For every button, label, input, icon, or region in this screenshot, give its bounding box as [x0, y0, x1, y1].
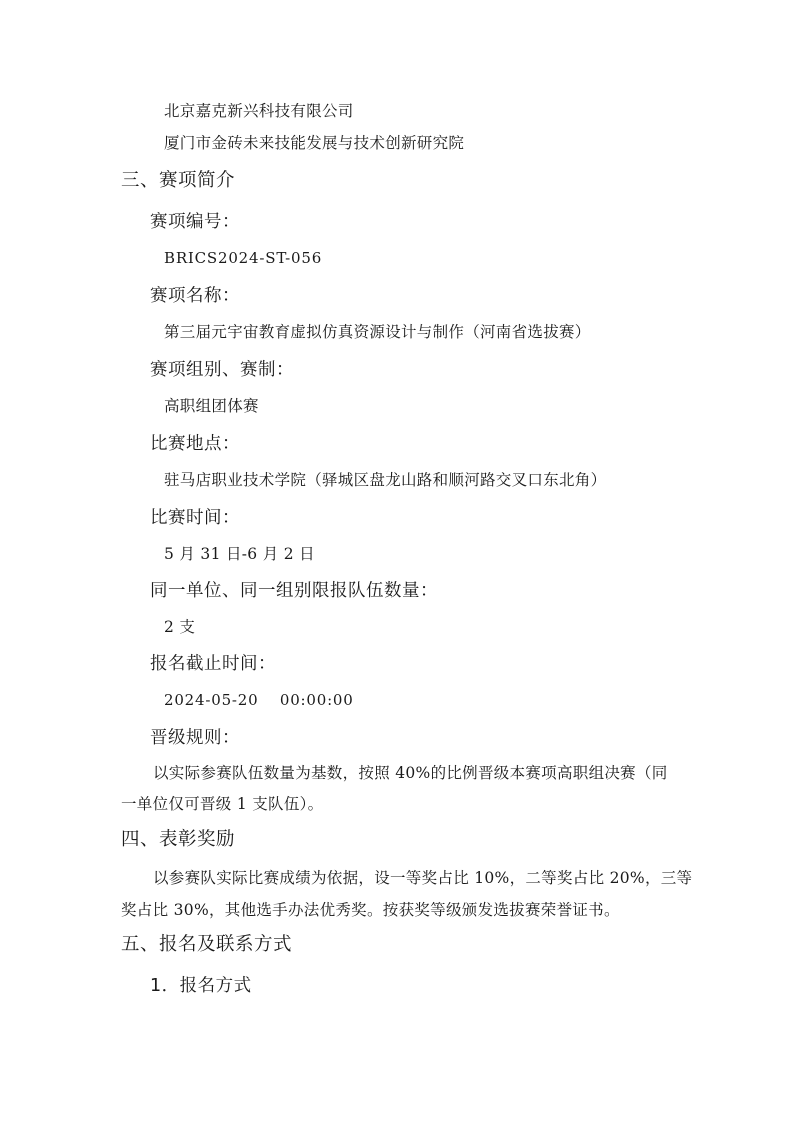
event-name-label: 赛项名称：	[150, 286, 240, 306]
registration-method-item: 1．报名方式	[150, 976, 252, 996]
team-limit-label: 同一单位、同一组别限报队伍数量：	[150, 581, 438, 601]
event-code-value: BRICS2024-ST-056	[164, 249, 323, 267]
time-value: 5 月 31 日-6 月 2 日	[164, 545, 315, 563]
time-label: 比赛时间：	[150, 508, 240, 528]
location-label: 比赛地点：	[150, 434, 240, 454]
group-label: 赛项组别、赛制：	[150, 360, 294, 380]
deadline-value: 2024-05-20 00:00:00	[164, 691, 354, 709]
award-text-line2: 奖占比 30%，其他选手办法优秀奖。按获奖等级颁发选拔赛荣誉证书。	[121, 901, 620, 919]
promotion-text-line2: 一单位仅可晋级 1 支队伍）。	[121, 795, 324, 813]
team-limit-value: 2 支	[164, 618, 196, 636]
event-name-value: 第三届元宇宙教育虚拟仿真资源设计与制作（河南省选拔赛）	[164, 323, 591, 341]
section3-heading: 三、赛项简介	[121, 170, 236, 191]
location-value: 驻马店职业技术学院（驿城区盘龙山路和顺河路交叉口东北角）	[164, 471, 607, 489]
deadline-label: 报名截止时间：	[150, 654, 276, 674]
section4-heading: 四、表彰奖励	[121, 829, 236, 850]
promotion-label: 晋级规则：	[150, 728, 240, 748]
award-text-line1: 以参赛队实际比赛成绩为依据，设一等奖占比 10%，二等奖占比 20%，三等	[153, 869, 693, 887]
group-value: 高职组团体赛	[164, 397, 259, 415]
event-code-label: 赛项编号：	[150, 212, 240, 232]
section5-heading: 五、报名及联系方式	[121, 934, 293, 955]
promotion-text-line1: 以实际参赛队伍数量为基数，按照 40%的比例晋级本赛项高职组决赛（同	[153, 764, 668, 782]
organizer-1: 北京嘉克新兴科技有限公司	[164, 102, 354, 120]
organizer-2: 厦门市金砖未来技能发展与技术创新研究院	[164, 134, 465, 152]
